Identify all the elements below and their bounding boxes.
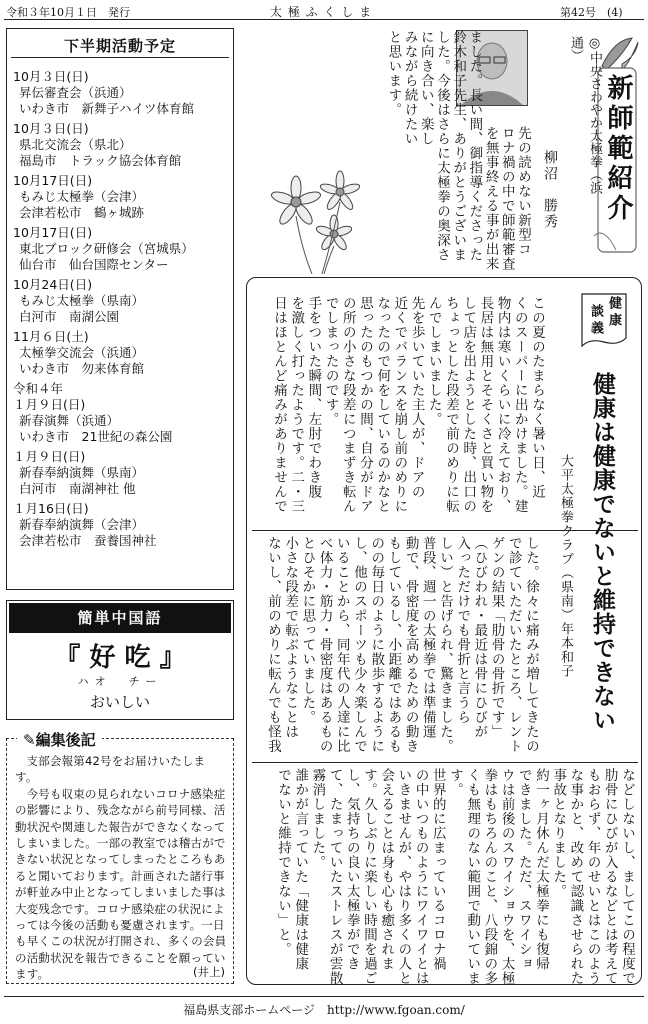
sensei-name: 柳沼 勝秀 (542, 150, 558, 230)
text-column: 小さな段差で転ぶようなことは (282, 536, 299, 739)
event-date: 令和４年 (13, 381, 64, 396)
text-column: いきませんが、やはり多くの人と (395, 768, 412, 986)
event-place: 会津若松市 蚕養国神社 (19, 533, 157, 548)
text-column: で診ていただいたところ、レント (505, 536, 522, 754)
text-column: 入っただけでも骨折と言うら (454, 536, 471, 725)
event-date: 10月17日(日) (13, 173, 93, 188)
editor-note-body (15, 753, 227, 983)
text-column: 手をついた瞬間、左肘でわき腹 (305, 296, 322, 499)
schedule-event (13, 173, 144, 221)
schedule-title-rule (11, 57, 229, 58)
schedule-event (13, 381, 63, 397)
event-name: 県北交流会（県北） (19, 137, 132, 152)
event-place: 白河市 南湖公園 (19, 309, 120, 324)
schedule-box (6, 28, 234, 590)
event-name: 新春奉納演舞（会津） (19, 517, 145, 532)
health-divider (252, 762, 638, 763)
header-rule (4, 19, 644, 20)
text-column: 思ったのもつかの間、自分がドア (357, 296, 373, 514)
text-column: んでしまいました。 (425, 296, 442, 427)
event-name: 太極拳交流会（浜通） (19, 345, 145, 360)
text-column: を激しく打ったようです。二・三 (288, 296, 305, 514)
text-column: し、気持ちの良い太極拳ができ (343, 768, 360, 971)
health-article-author: 大平太極拳クラブ（県南）年本和子 (558, 454, 573, 678)
text-column: 誰かが言っていた「健康は健康 (292, 768, 309, 971)
event-place: いわき市 21世紀の森公園 (19, 429, 173, 444)
text-column: くも無理のない範囲で動いていま (464, 768, 481, 986)
text-column: なったので何をしているのかなと (374, 296, 391, 514)
text-column: て、たまっていたストレスが雲散 (326, 768, 343, 986)
text-column: を無事終える事が出来 (482, 126, 499, 271)
text-column: 物内は寒いくらいに冷えており、 (494, 296, 511, 514)
text-column: 普段、週一の太極拳では準備運 (419, 536, 436, 739)
event-date: 10月３日(日) (13, 69, 89, 84)
event-date: 10月３日(日) (13, 121, 89, 136)
event-place: 仙台市 仙台国際センター (19, 257, 169, 272)
footer-rule (4, 996, 644, 997)
text-column: して店を出ようとした時、出口の (460, 296, 477, 514)
issue-number: 第42号 (4) (560, 6, 623, 19)
event-name: 東北ブロック研修会（宮城県） (19, 241, 194, 256)
text-column: 約一ヶ月休んだ太極拳にも復帰 (533, 768, 549, 971)
text-column: しい）と告げられ、驚きました。 (437, 536, 453, 754)
pencil-icon: ✎ (23, 731, 36, 749)
text-column: この夏のたまらなく暑い日、近 (529, 296, 545, 499)
sensei-club: ◎中央さわやか太極拳（浜通） (568, 36, 602, 194)
text-column: す。久しぶりに楽しい時間を過ご (361, 768, 377, 986)
text-column: もしているし、小距離ではあるも (385, 536, 402, 754)
text-column: 霧消しました。 (309, 768, 326, 870)
text-column: 事故となりました。 (550, 768, 567, 899)
text-column: ちょっとした段差で前のめりに転 (443, 296, 459, 514)
text-column: ウは前後のスワイショウを、太極 (498, 768, 515, 986)
schedule-event (13, 225, 194, 273)
event-name: 新春奉納演舞（県南） (19, 465, 145, 480)
schedule-event (13, 277, 144, 325)
text-column: した。今後はさらに太極拳の奥深さ (434, 30, 450, 262)
text-column: 鈴木和子先生、ありがとうございま (450, 30, 467, 262)
page-header (0, 0, 648, 22)
text-column: くのスーパーに出かけました。建 (511, 296, 528, 514)
text-column: 近くでバランスを崩し前のめりに (391, 296, 408, 514)
chinese-lesson-box (6, 600, 234, 720)
homepage-link[interactable]: 福島県支部ホームページ http://www.fgoan.com/ (183, 1003, 465, 1017)
chinese-heading: 簡単中国語 (9, 603, 231, 633)
schedule-event (13, 121, 181, 169)
text-column: 拳はもちろんのこと、八段錦の多 (481, 768, 498, 986)
text-column: ロナ禍の中で師範審査 (498, 126, 515, 271)
event-place: いわき市 勿来体育館 (19, 361, 145, 376)
text-column: 長居は無用とそそくさと買い物を (477, 296, 494, 514)
text-column: 動で、骨密度を高めるための動き (402, 536, 419, 754)
text-column: などしないし、ましてこの程度で (619, 768, 635, 986)
health-label-top: 健康 (606, 296, 621, 330)
text-column: いることから、同年代の人達に比 (333, 536, 350, 754)
text-column: し、他のスポーツも少々楽しんで (351, 536, 367, 754)
text-column: べ体力・筋力・骨密度はあるもの (316, 536, 333, 754)
chinese-meaning: おいしい (89, 693, 150, 711)
text-column: な事かと、改めて認識させられた (567, 768, 584, 986)
text-column: ゲンの結果「肋骨の骨折です」 (488, 536, 505, 739)
text-column: とひそかに思っていました。 (299, 536, 316, 725)
schedule-event (13, 501, 157, 549)
event-date: １月９日(日) (13, 449, 86, 464)
event-place: いわき市 新舞子ハイツ体育館 (19, 101, 195, 116)
text-column: の中いつものようにワイワイとは (412, 768, 429, 986)
event-place: 福島市 トラック協会体育館 (19, 153, 182, 168)
cosmos-flower-icon (262, 170, 372, 274)
schedule-title: 下半期活動予定 (63, 37, 176, 55)
chinese-reading: ハオ チー (77, 675, 163, 688)
editor-note-label: ✎編集後記 (17, 729, 102, 750)
text-column: みながら続けたい (401, 30, 418, 146)
text-column: 先を歩いていた主人が、ドアの (408, 296, 425, 499)
text-column: す。 (447, 768, 463, 797)
event-date: １月16日(日) (13, 501, 89, 516)
text-column: ないし、前のめりに転んでも怪我 (265, 536, 281, 754)
newsletter-title: 太 極 ふ く し ま (270, 5, 373, 19)
text-column: 世界的に広まっているコロナ禍 (429, 768, 446, 971)
chinese-phrase: 『 好 吃 』 (54, 643, 186, 673)
event-date: 10月24日(日) (13, 277, 93, 292)
text-column: でしまったのです。 (322, 296, 339, 427)
event-name: もみじ太極拳（会津） (19, 189, 145, 204)
text-column: と思います。 (385, 30, 402, 117)
schedule-event (13, 329, 144, 377)
editor-paragraph: 今号も収束の見られないコロナ感染症の影響により、残念ながら前号同様、活動状況や関連した報告ができなくなってしまいました。一部の教室では稽古ができない状況となってしまったところもあると聞いております。計画された諸行事が軒並み中止となってしまいました事は大変残念です。コロナ感染症の状況によっては今後の活動も憂慮されます。一日も早くこの状況が打開され、多くの会員の活動状況を報告できることを願っています。 (15, 786, 227, 982)
text-column: 会えることは身も心も癒されま (378, 768, 395, 971)
text-column: した。徐々に痛みが増してきたの (523, 536, 539, 754)
sensei-section-title: 新師範紹介 (603, 74, 633, 224)
event-name: 新春演舞（浜通） (19, 413, 120, 428)
health-talk-label (578, 290, 630, 350)
schedule-event (13, 69, 194, 117)
text-column: できました。ただ、スワイショ (515, 768, 532, 971)
text-column: ました。長い間、御指導くださった (466, 30, 483, 262)
event-name: 昇伝審査会（浜通） (19, 85, 132, 100)
event-place: 白河市 南湖神社 他 (19, 481, 136, 496)
editor-note-box (6, 731, 234, 984)
editor-signature: (井上) (193, 965, 225, 979)
text-column: 肋骨にひびが入るなどとは考えて (601, 768, 618, 986)
text-column: の所の小さな段差につまずき転ん (339, 296, 356, 514)
schedule-event (13, 397, 172, 445)
event-place: 会津若松市 鶴ヶ城跡 (19, 205, 145, 220)
event-date: 11月６日(土) (13, 329, 89, 344)
text-column: （ひびわれ・最近は骨にひびが (471, 536, 488, 739)
text-column: のの毎日のように散歩するように (368, 536, 385, 754)
health-article-title: 健康は健康でないと維持できない (589, 372, 615, 732)
health-divider (252, 530, 638, 531)
schedule-event (13, 449, 144, 497)
editor-paragraph: 支部会報第42号をお届けいたします。 (15, 754, 206, 785)
text-column: 日はほとんど痛みがありませんで (271, 296, 287, 514)
text-column: に向き合い、楽し (417, 30, 434, 146)
event-date: １月９日(日) (13, 397, 86, 412)
event-name: もみじ太極拳（県南） (19, 293, 145, 308)
text-column: でないと維持できない」と。 (275, 768, 291, 957)
health-label-bottom: 談義 (588, 304, 603, 338)
event-date: 10月17日(日) (13, 225, 93, 240)
issue-date: 令和３年10月１日 発行 (6, 6, 130, 19)
page-footer (0, 990, 648, 1024)
text-column: 先の読めない新型コ (515, 126, 531, 257)
text-column: もおらず、年のせいとはこのよう (584, 768, 601, 986)
